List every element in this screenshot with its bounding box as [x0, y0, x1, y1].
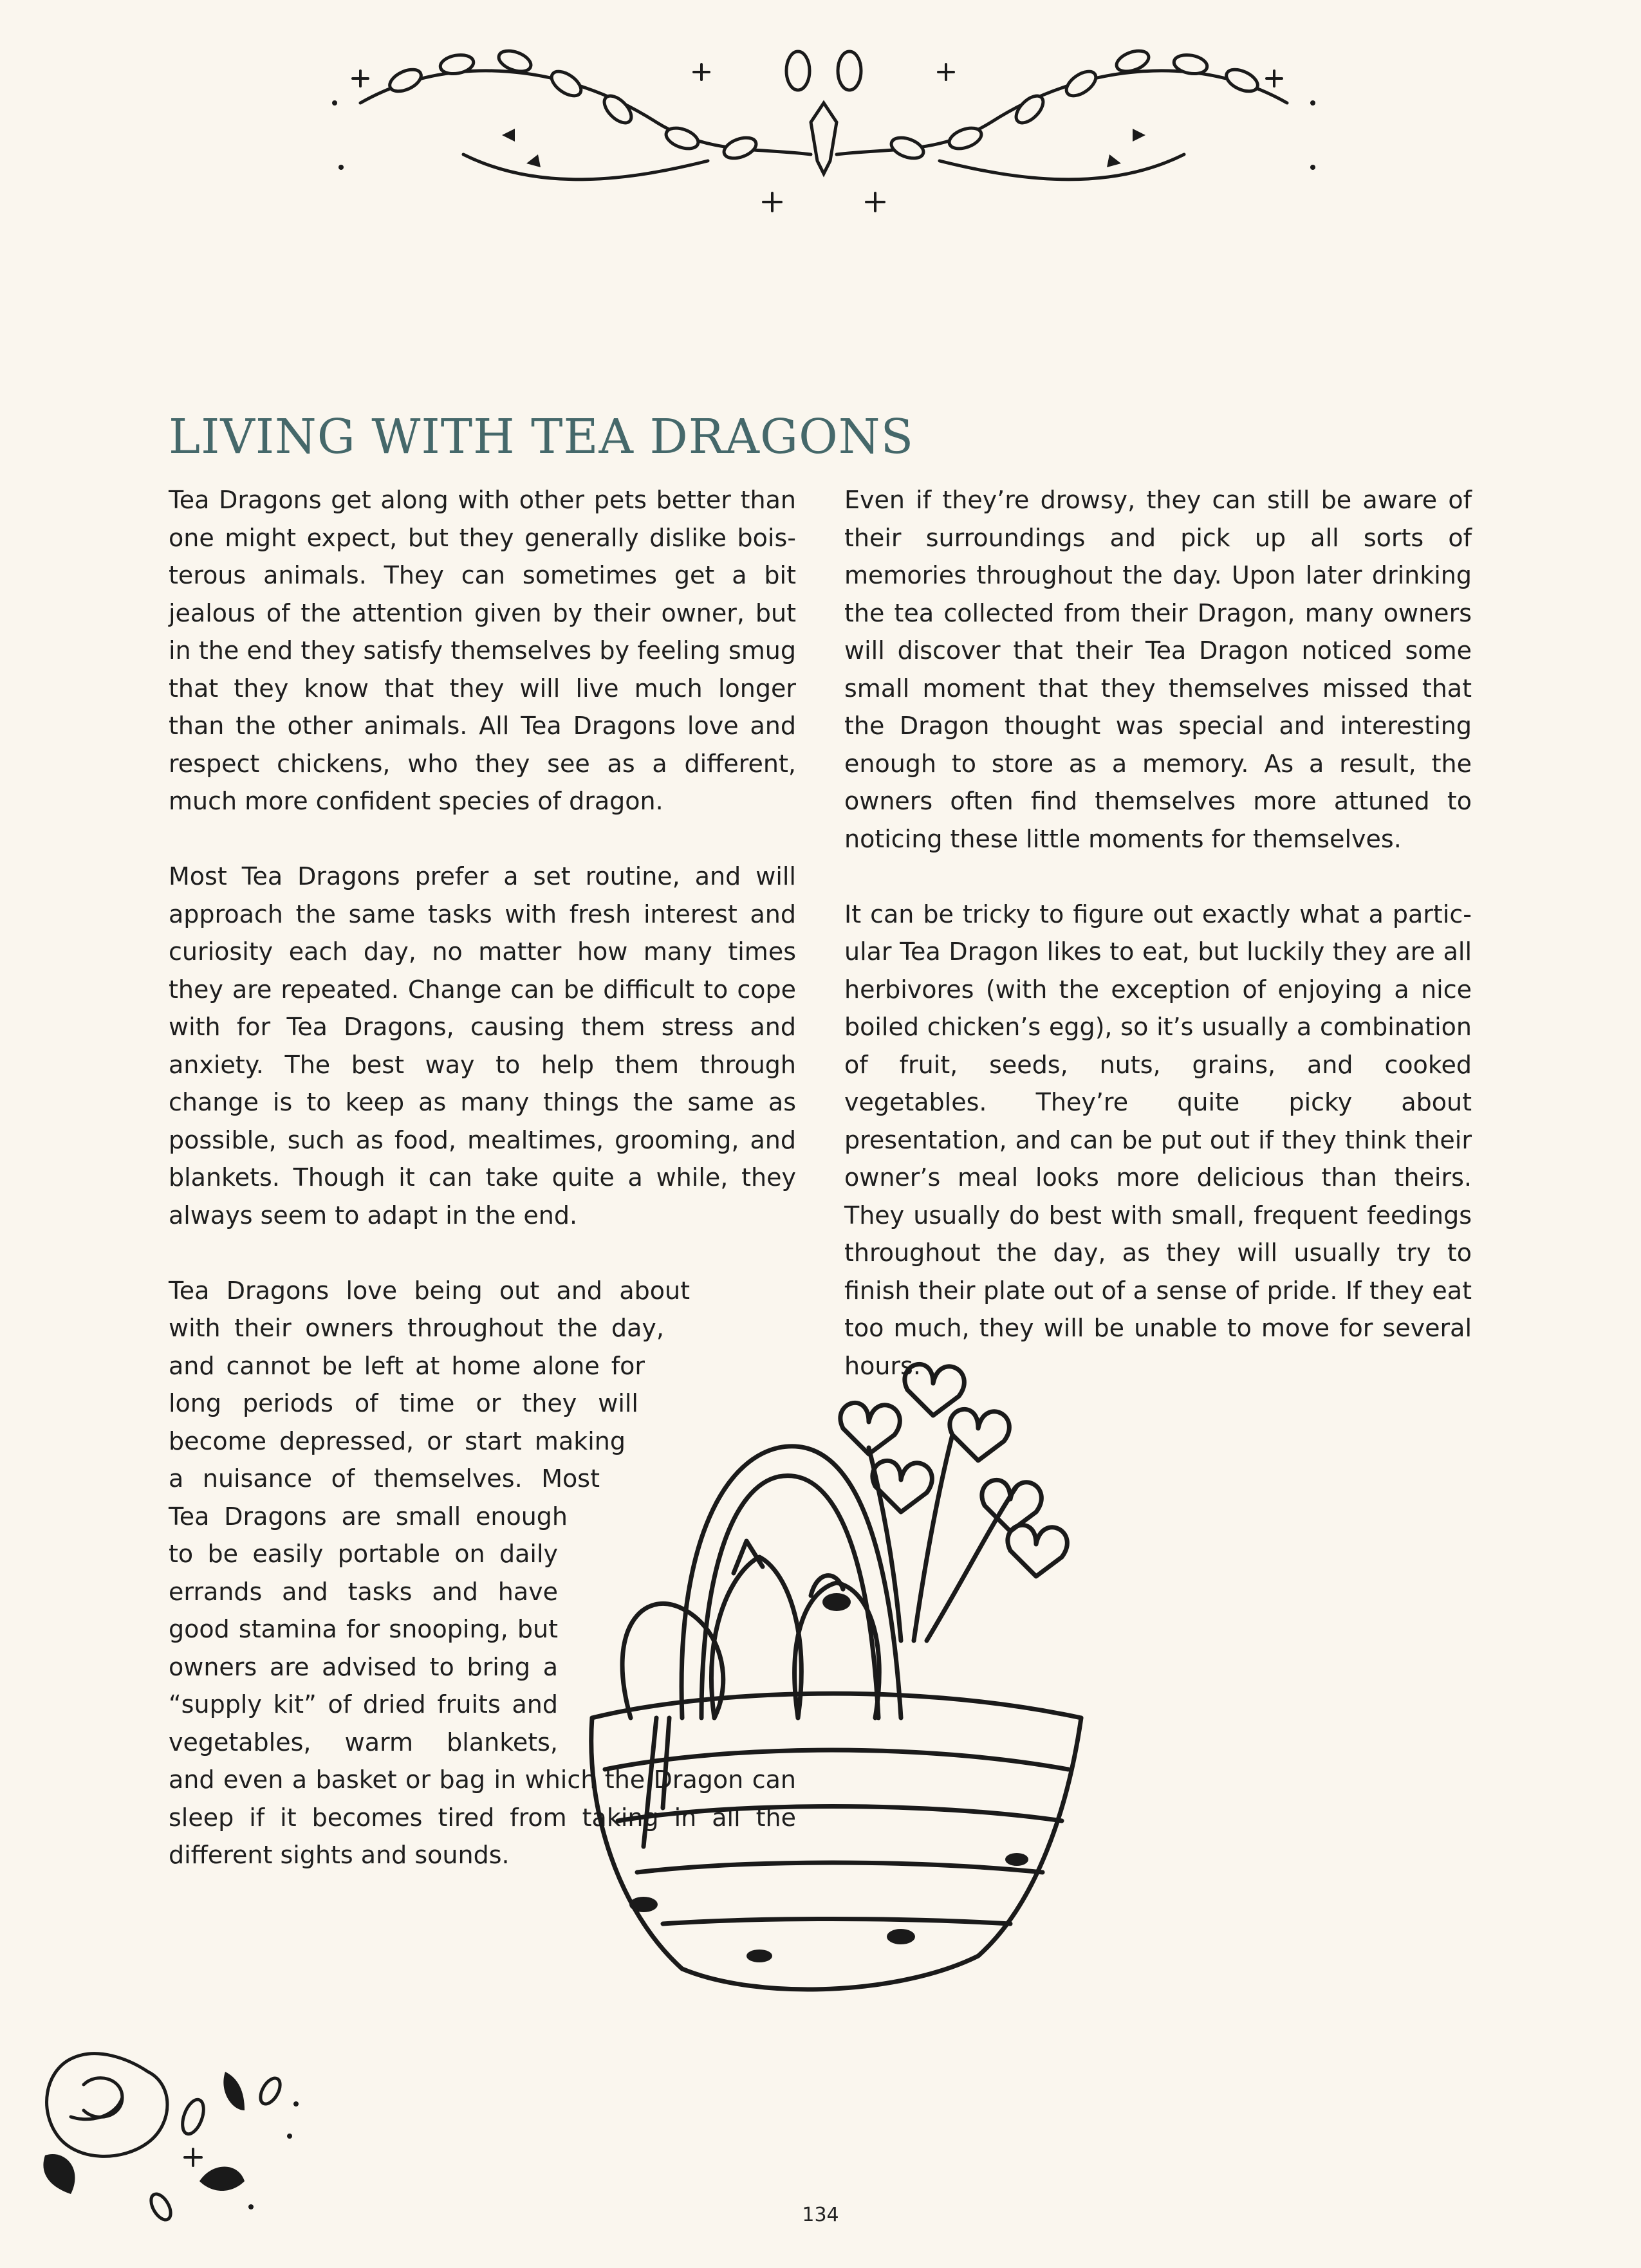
page-title: LIVING WITH TEA DRAGONS [169, 409, 914, 465]
vine-ornament-icon [322, 26, 1326, 219]
paragraph: Tea Dragons love being out and about with their owners throughout the day, and cannot be left at home alone for long periods of time or they will become depressed, or start making a nuisance of themselves. Most Tea Dragons are small enough to be easily portable on daily errands and tasks and have good stamina for snooping, but owners are advised to bring a “supply kit” of dried fruits and vegetables, warm blankets, and even a basket or bag in which the Dragon can sleep if it becomes tired from taking in all the different sights and sounds. [169, 1276, 796, 1869]
paragraph: Even if they’re drowsy, they can still be aware of their surroundings and pick up all sorts of memories throughout the day. Upon later drinking the tea collected from their Dragon, many owners will discover that their Tea Dragon noticed some small moment that they themselves missed that the Dragon thought was special and interesting enough to store as a memory. As a result, the owners often find themselves more attuned to noticing these little moments for themselves. [844, 486, 1472, 853]
paragraph: Most Tea Dragons prefer a set routine, and will approach the same tasks with fresh interest and curiosity each day, no matter how many times they are repeated. Change can be difficult to cope with for Tea Dragons, causing them stress and anxiety. The best way to help them through change is to keep as many things the same as possible, such as food, mealtimes, grooming, and blankets. Though it can take quite a while, they always seem to adapt in the end. [169, 862, 796, 1230]
flower-ornament-icon [32, 2033, 309, 2226]
paragraph: Tea Dragons get along with other pets better than one might expect, but they generally dislike boisterous animals. They can sometimes get a bit jealous of the attention given by their owner, but in the end they satisfy themselves by feeling smug that they know that they will live much longer than the other animals. All Tea Dragons love and respect chickens, who they see as a different, much more confident species of dragon. [169, 486, 796, 815]
basket-illustration-icon [566, 1358, 1094, 2027]
right-column [844, 481, 1472, 1423]
paragraph: It can be tricky to figure out exactly what a particular Tea Dragon likes to eat, but luckily they are all herbivores (with the exception of enjoying a nice boiled chicken’s egg), so it’s usually a combination of fruit, seeds, nuts, grains, and cooked vegetables. They’re quite picky about presentation, and can be put out if they think their owner’s meal looks more delicious than theirs. They usually do best with small, frequent feedings throughout the day, as they will usually try to finish their plate out of a sense of pride. If they eat too much, they will be unable to move for several hours. [844, 899, 1472, 1380]
page-number: 134 [802, 2204, 839, 2226]
